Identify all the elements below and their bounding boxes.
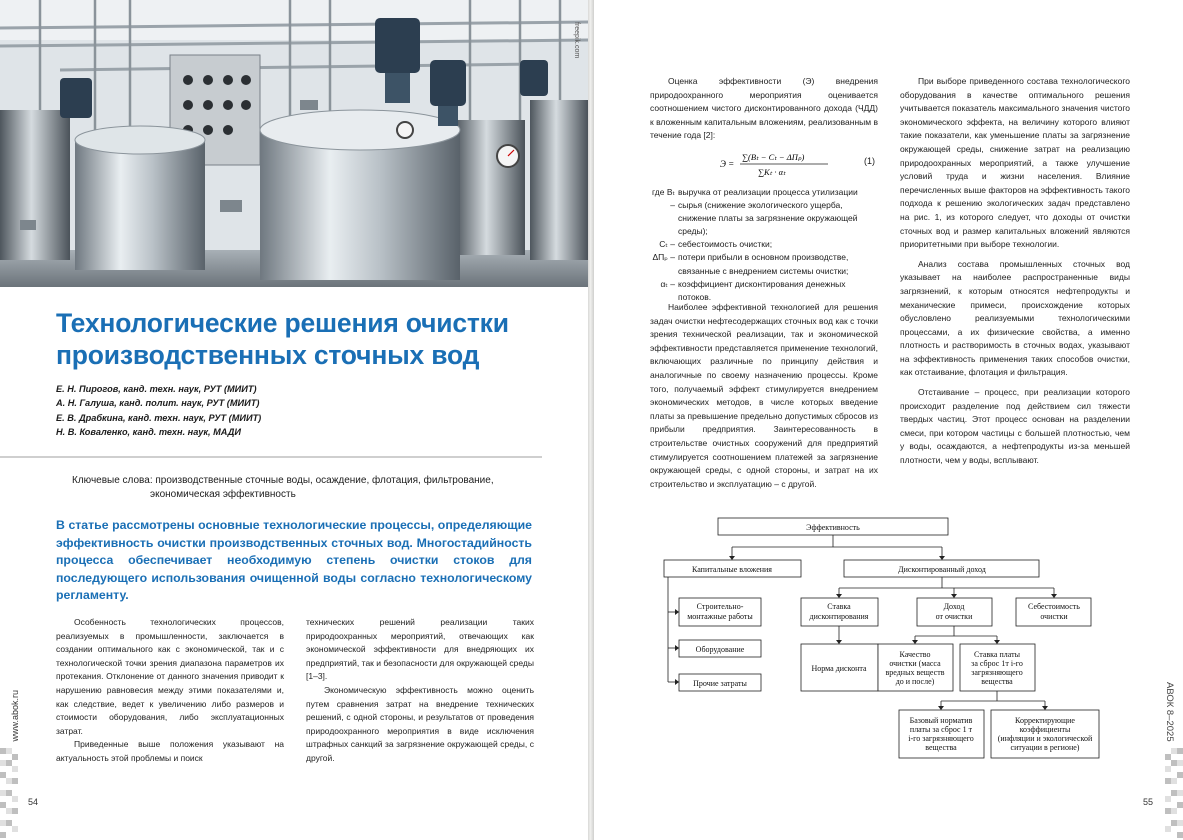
definition-text: коэффициент дисконтирования денежных потоков. (678, 278, 846, 302)
definition-symbol: где Bₜ – (652, 187, 675, 211)
diagram-label: коэффициенты (1019, 725, 1071, 734)
diagram-label: Норма дисконта (811, 664, 867, 673)
paragraph: Оценка эффективности (Э) внедрения природоохранного мероприятия оценивается соотношением чистого дисконтированного дохода (ЧДД) к вложенным капитальным вложениям, реализованным в течение года [2]: (650, 76, 878, 141)
body-column-2 (900, 75, 1130, 468)
diagram-label: монтажные работы (687, 612, 753, 621)
section-divider (0, 456, 542, 458)
diagram-label: вещества (925, 743, 957, 752)
formula-fraction (720, 150, 860, 180)
keywords-line: экономическая эффективность (150, 489, 296, 500)
photo-illustration (0, 0, 588, 287)
diagram-label: i-го загрязняющего (908, 734, 974, 743)
diagram-label: Ставка (827, 602, 851, 611)
diagram-label: вредных веществ (885, 668, 945, 677)
abstract: В статье рассмотрены основные технологические процессы, определяющие эффективность очистки производственных сточных вод. Многостадийность процесса обеспечивает необходимую степень очистки стоков для последующего использования очищенной воды согласно технологическому регламенту. (56, 518, 532, 602)
body-column-2 (306, 616, 534, 766)
diagram-label: вещества (981, 677, 1013, 686)
paragraph: Особенность технологических процессов, реализуемых в промышленности, заключается в создании оптимального как с экономической, так и с технологической точки зрения диапазона параметров их протекания. Отклонение от данного значения приводит к нарушению равновесия между этими показателями и, как следствие, ведет к увеличению либо размеров и стоимости оборудования, либо эксплуатационных затрат. (56, 617, 284, 736)
photo-credit: freepik.com (573, 22, 580, 59)
efficiency-diagram (654, 512, 1114, 768)
diagram-label: Капитальные вложения (692, 565, 772, 574)
diagram-label: Базовый норматив (909, 716, 973, 725)
industrial-equipment-photo (0, 0, 588, 287)
diagram-label: очистки (1040, 612, 1068, 621)
page-number: 54 (28, 797, 39, 807)
definition-text: выручка от реализации процесса утилизации сырья (снижение экологического ущерба, снижение платы за загрязнение окружающей среды); (678, 187, 858, 237)
formula-1 (720, 150, 880, 180)
formula-numerator: ∑(Bₜ − Cₜ − ΔПₚ) (742, 152, 805, 162)
diagram-label: дисконтирования (809, 612, 869, 621)
formula-definitions (646, 186, 878, 304)
diagram-label: до и после) (895, 677, 935, 686)
definition-text: себестоимость очистки; (678, 239, 773, 250)
diagram-label: Эффективность (806, 523, 860, 532)
definition-item (646, 186, 878, 238)
author: Е. Н. Пирогов, канд. техн. наук, РУТ (МИИТ) (56, 384, 257, 394)
diagram-label: от очистки (935, 612, 973, 621)
body-column-1 (650, 75, 878, 143)
formula-number: (1) (864, 156, 875, 166)
diagram-label: Ставка платы (974, 650, 1020, 659)
diagram-label: ситуации в регионе) (1010, 743, 1080, 752)
side-website: www.abok.ru (10, 690, 20, 742)
paragraph: Отстаивание – процесс, при реализации которого происходит разделение под действием сил тяжести твердых частиц. Этот процесс основан на разделении смеси, при котором частицы с большей плотностью, чем у воды, осаждаются, а нефтепродукты из-за меньшей плотности, чем у воды, всплывают. (900, 387, 1130, 466)
diagram-label: Себестоимость (1028, 602, 1080, 611)
decorative-checker-pattern (1165, 748, 1183, 840)
diagram-label: загрязняющего (971, 668, 1023, 677)
definition-text: потери прибыли в основном производстве, связанные с внедрением системы очистки; (678, 252, 849, 276)
definition-symbol: ΔПₚ – (652, 252, 675, 263)
paragraph: Наиболее эффективной технологией для решения задач очистки нефтесодержащих сточных вод как с точки зрения технической реализации, так и экономической эффективности представляется применение технологий, включающих различные по принципу действия и аналогичные по своему назначению процессы. Кроме того, получаемый эффект стимулируется внедрением экономических методов, в числе которых введение платы за превышение предельно допустимых сбросов из прибыли предприятия. Заинтересованность в строительстве очистных сооружений для предприятий стимулируется соотношением платежей за загрязнение окружающей среды, с одной стороны, и затрат на их строительство и эксплуатацию – с другой. (650, 302, 878, 489)
diagram-label: Качество (899, 650, 931, 659)
definition-symbol: Cₜ – (659, 239, 675, 250)
definition-item (646, 238, 878, 251)
paragraph: технических решений реализации таких природоохранных мероприятий, отвечающих как экономической эффективности для внедряющих их предприятий, так и безопасности для окружающей среды [1–3]. (306, 617, 534, 682)
paragraph: Приведенные выше положения указывают на актуальность этой проблемы и поиск (56, 739, 284, 763)
decorative-checker-pattern (0, 748, 18, 840)
body-column-1-continued (650, 301, 878, 491)
side-magazine-issue: АВОК 8–2025 (1164, 682, 1175, 742)
page-number: 55 (1142, 797, 1153, 807)
diagram-label: за сброс 1т i-го (971, 659, 1023, 668)
authors-list (56, 382, 261, 439)
paragraph: Экономическую эффективность можно оценить путем сравнения затрат на внедрение технических решений, с одной стороны, и результатов от проведения природоохранного мероприятия в виде исключения штрафных санкций за загрязнение окружающей среды, с другой. (306, 684, 534, 763)
definition-symbol: αₜ – (660, 278, 675, 289)
diagram-label: Корректирующие (1015, 716, 1075, 725)
diagram-label: Дисконтированный доход (898, 565, 986, 574)
diagram-label: Оборудование (695, 645, 745, 654)
definition-item (646, 278, 878, 304)
formula-denominator: ∑Kₜ · αₜ (758, 167, 786, 177)
author: Е. В. Драбкина, канд. техн. наук, РУТ (МИИТ) (56, 412, 262, 423)
definition-item (646, 251, 878, 277)
left-page (0, 0, 588, 840)
paragraph: Анализ состава промышленных сточных вод указывает на наиболее распространенные виды загрязнений, к которым относятся нефтепродукты и механические примеси, происхождение которых обусловлено реализуемыми технологическими процессами, а их физические свойства, а именно плотность и растворимость в сточных водах, указывают на эффективность применения таких способов очистки, как отстаивание, флотация и фильтрация. (900, 258, 1130, 378)
article-title: Технологические решения очистки производственных сточных вод (56, 308, 509, 370)
body-column-1 (56, 616, 284, 766)
keywords-line: Ключевые слова: производственные сточные воды, осаждение, флотация, фильтрование, (72, 475, 494, 486)
author: Н. В. Коваленко, канд. техн. наук, МАДИ (56, 426, 241, 437)
diagram-label: очистки (масса (889, 659, 941, 668)
diagram-label: (инфляции и экологической (997, 734, 1093, 743)
diagram-label: платы за сброс 1 т (909, 725, 973, 734)
formula-lhs: Э = (720, 159, 735, 169)
diagram-label: Доход (943, 602, 965, 611)
keywords (72, 474, 522, 502)
diagram-label: Строительно- (696, 602, 744, 611)
diagram-label: Прочие затраты (693, 679, 747, 688)
right-page (594, 0, 1183, 840)
paragraph: При выборе приведенного состава технологического оборудования в качестве оптимального решения учитывается показатель максимального значения чистого экономического эффекта, на величину которого влияют такие показатели, как уменьшение платы за загрязнение окружающей среды, снижение затрат на реализацию природоохранных мероприятий, а также улучшение условий труда и жизни населения. Влияние перечисленных выше факторов на эффективность такого подхода к решению экологических задач представлено на рис. 1, из которого следует, что доходы от очистки сточных вод и размер капитальных вложений являются приоритетными при выборе технологии. (900, 76, 1130, 250)
author: А. Н. Галуша, канд. полит. наук, РУТ (МИИТ) (56, 398, 260, 409)
